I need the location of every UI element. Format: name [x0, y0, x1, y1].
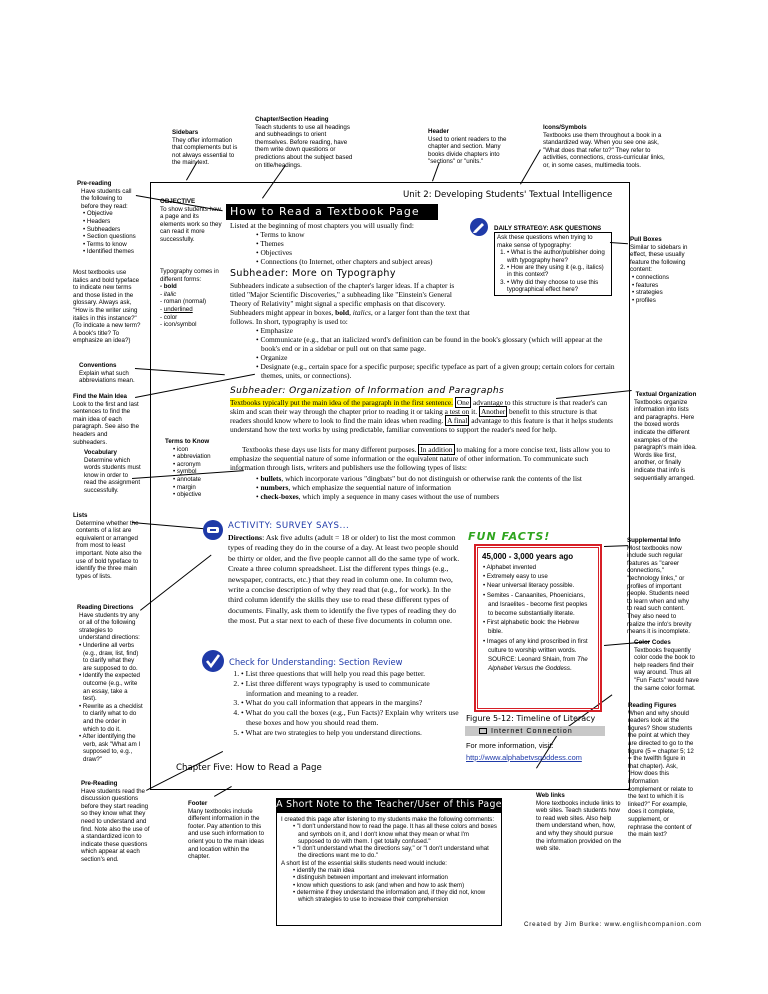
internet-text: For more information, visit:: [466, 741, 554, 750]
annotation-body: Textbooks use them throughout a book in a standardized way. When you see one ask, "What does that refer to?" They refer to activities, connections, cross-curricular links, or, in some cases, multimedia tools.: [543, 131, 665, 169]
typography-roman: - roman (normal): [160, 298, 207, 306]
list-item: • Section questions: [81, 233, 141, 241]
list-item: • abbreviation: [171, 453, 227, 461]
annotation-web-links: [536, 792, 622, 853]
check-list: [229, 669, 465, 738]
list-item: • Designate (e.g., certain space for a specific purpose; specific typeface as part of a given group; certain colors for certain themes, units, or connections).: [256, 362, 618, 380]
fun-facts-heading: 45,000 - 3,000 years ago: [482, 552, 574, 561]
intro-section: [230, 221, 466, 266]
page-title: How to Read a Textbook Page: [226, 204, 438, 220]
list-item: • features: [630, 282, 696, 290]
annotation-body: Have students read the discussion questions before they start reading so they know what they need to understand and find. Note also the use of a standardized icon to indicate these questions which appear at each section's end.: [81, 787, 150, 863]
list-item: • Near universal literacy possible.: [482, 581, 594, 590]
annotation-body: Many textbooks include different information in the footer. Pay attention to this and use such information to orient you to the main ideas and location within the chapter.: [188, 807, 265, 861]
typography-color: - color: [160, 313, 178, 321]
list-item: • know which questions to ask (and when and how to ask them): [293, 882, 497, 889]
list-item: • 1. What is the author/publisher doing with typography here?: [507, 249, 609, 264]
annotation-lists: [73, 512, 143, 580]
main-idea-highlight: Textbooks typically put the main idea of the paragraph in the first sentence.: [230, 398, 453, 407]
list-item: • determine if they understand the information and, if they did not, know which strategies to use to increase their comprehension: [293, 889, 497, 904]
list-item: • distinguish between important and irrelevant information: [293, 874, 497, 881]
list-item: • Headers: [81, 218, 141, 226]
list-item: • Subheaders: [81, 226, 141, 234]
list-item: • 2. List three different ways typography is used to communicate information and meaning to a reader.: [241, 679, 465, 699]
annotation-pre-reading: [77, 180, 141, 256]
annotation-title: Header: [428, 128, 449, 135]
list-item: • Rewrite as a checklist to clarify what to do and the order in which to do it.: [77, 703, 143, 733]
list-item: • Identify the expected outcome (e.g., write an essay, take a test).: [77, 672, 143, 702]
list-item: • Underline all verbs (e.g., draw, list, find) to clarify what they are supposed to do.: [77, 642, 143, 672]
short-note-box: [276, 812, 502, 926]
annotation-body: Explain what such abbreviations mean.: [79, 369, 135, 385]
annotation-most-textbooks: [73, 269, 143, 345]
annotation-body: Determine whether the contents of a list are equivalent or arranged from most to least important. Note also the use of bold typeface to identify the three main types of lists.: [76, 519, 142, 580]
list-item: • 1. List three questions that will help you read this page better.: [241, 669, 465, 679]
list-item: • Organize: [256, 353, 618, 362]
list-item: • connections: [630, 274, 696, 282]
annotation-title: Conventions: [79, 362, 117, 369]
list-item: • Themes: [256, 239, 466, 248]
list-item: • icon: [171, 446, 227, 454]
annotation-body: Typography comes in different forms:: [160, 268, 219, 283]
figure-caption: Figure 5-12: Timeline of Literacy: [466, 714, 596, 723]
typography-italic: - italic: [160, 290, 177, 298]
list-item: • numbers, which emphasize the sequential nature of information: [256, 483, 618, 492]
list-item: • Alphabet invented: [482, 563, 594, 572]
annotation-reading-directions: [77, 604, 143, 763]
typography-section: [230, 281, 470, 326]
credit: Created by Jim Burke: www.englishcompanion.com: [524, 921, 702, 928]
annotation-title: Pre-reading: [77, 180, 112, 187]
annotation-vocabulary: [84, 449, 142, 495]
annotation-title: Color Codes: [634, 639, 671, 646]
list-item: • "I don't understand how to read the page. It has all these colors and boxes and symbols on it, and I don't know what they mean or what I'm supposed to do with them. I get totally confused.": [293, 823, 497, 845]
annotation-body: Most textbooks use italics and bold typeface to indicate new terms and those listed in the glossary. Always ask, "How is the writer using italics in this instance?" (To indicate a new term? A book's title? To emphasize an idea?): [73, 269, 141, 345]
list-item: • identify the main idea: [293, 867, 497, 874]
chapter-footer: Chapter Five: How to Read a Page: [176, 763, 322, 773]
lists-paragraph: Textbooks these days use lists for many different purposes. In addition to making for a more concise text, lists allow you to emphasize the sequential nature of some information or the equivalent nature of other information. To communicate such information through lists, writers and publishers use the following types of lists:: [230, 445, 611, 472]
daily-strategy-title: DAILY STRATEGY: ASK QUESTIONS: [494, 225, 602, 232]
list-item: • acronym: [171, 461, 227, 469]
list-item: • After identifying the verb, ask "What am I supposed to, e.g., draw?": [77, 733, 143, 763]
annotation-title: Footer: [188, 800, 208, 807]
annotation-reading-figures: [628, 702, 694, 839]
boxed-word: One: [456, 398, 470, 407]
annotation-title: Pre-Reading: [81, 780, 118, 787]
internet-connection-bar: [465, 726, 605, 736]
subheader-typography: Subheader: More on Typography: [230, 268, 396, 279]
annotation-title: Terms to Know: [165, 438, 210, 445]
boxed-word: A final: [447, 416, 468, 425]
pencil-icon: [470, 218, 488, 236]
activity-body: Directions: Ask five adults (adult = 18 or older) to list the most common types of reading they do in the course of a day. At least two people should be thirty or older, and the five people cannot all do the same type of work. Create a three column spreadsheet. List the different types things (e.g., newspaper, contracts, etc.) that they read in column one. In column two, write a concise description of why they read that (e.g., for work). In the third column identify the skills they use to read these different types of documents. Finally, ask them to identify the five types of reading they do the most. Put a star next to each of these five documents in column one.: [228, 533, 460, 626]
list-item: • Communicate (e.g., that an italicized word's definition can be found in the book's glossary (which will appear at the book's end or in a sidebar or pull out on that same page.: [256, 335, 618, 353]
list-item: • Connections (to Internet, other chapters and subject areas): [256, 257, 466, 266]
check-title: Check for Understanding: Section Review: [229, 657, 403, 667]
annotation-main-idea: [73, 393, 143, 446]
daily-strategy: [494, 225, 612, 296]
annotation-body: Used to orient readers to the chapter and section. Many books divide chapters into "sections" or "units.": [428, 135, 507, 166]
annotation-footer: [188, 800, 272, 861]
list-item: • strategies: [630, 289, 696, 297]
annotation-body: They offer information that complements but is not always essential to the main text.: [172, 136, 238, 167]
annotation-body: Most textbooks now include such regular features as "career connections," "technology links," or profiles of important people. Students need to learn when and why to read such content. They also need to realize the info's brevity means it is incomplete.: [627, 544, 692, 636]
activity-icon: [203, 520, 223, 540]
annotation-title: Web links: [536, 792, 565, 799]
short-note-intro: I created this page after listening to my students make the following comments:: [281, 816, 495, 823]
annotation-body: When and why should readers look at the figures? Show students the point at which they are directed to go to the figure (5 = chapter 5; 12 = the twelfth figure in that chapter). Ask, "How does this information complement or relate to the text to which it is linked?" For example, does it complete, supplement, or rephrase the content of the main text?: [628, 709, 694, 839]
annotation-title: Vocabulary: [84, 449, 117, 456]
typography-underlined: - underlined: [160, 305, 193, 313]
list-item: • Identified themes: [81, 248, 141, 256]
list-item: • bullets, which incorporate various "dingbats" but do not distinguish or otherwise rank the contents of the list: [256, 474, 618, 483]
annotation-title: Lists: [73, 512, 88, 519]
boxed-word: In addition: [420, 445, 453, 454]
list-item: • Terms to know: [81, 241, 141, 249]
list-item: • symbol: [171, 468, 227, 476]
annotation-body: Determine which words students must know in order to read the assignment successfully.: [84, 456, 141, 494]
internet-connection-title: Internet Connection: [491, 726, 573, 735]
annotation-pre-reading-2: [81, 780, 151, 864]
annotation-title: Reading Directions: [77, 604, 134, 611]
short-note-list-intro: A short list of the essential skills students need would include:: [281, 859, 447, 867]
monitor-icon: [479, 728, 487, 734]
list-item: • profiles: [630, 297, 696, 305]
intro-text: Listed at the beginning of most chapters you will usually find:: [230, 221, 414, 230]
annotation-title: Chapter/Section Heading: [255, 116, 329, 123]
annotation-icons-symbols: [543, 124, 671, 170]
leader-line: [520, 149, 541, 184]
activity-title: ACTIVITY: SURVEY SAYS...: [228, 521, 350, 531]
typography-list: [230, 326, 618, 380]
list-item: • 4. What do you call the boxes (e.g., Fun Facts)? Explain why writers use these boxes and how you should read them.: [241, 708, 465, 728]
list-item: • Objective: [81, 210, 141, 218]
annotation-body: More textbooks include links to web sites. Teach students how to read web sites. Also help them understand when, how, and why they should pursue the information provided on the web site.: [536, 799, 622, 853]
list-item: • Images of any kind proscribed in first culture to worship written words.: [482, 637, 594, 655]
typography-bold: - bold: [160, 283, 177, 291]
annotation-body: Look to the first and last sentences to find the main idea of each paragraph. See also the headers and subheaders.: [73, 400, 140, 446]
list-item: • Semites - Canaanites, Phoenicians, and Israelites - become first peoples to become substantially literate.: [482, 591, 594, 619]
list-item: • margin: [171, 484, 227, 492]
list-item: • 5. What are two strategies to help you understand directions.: [241, 728, 465, 738]
boxed-word: Another: [480, 407, 506, 416]
fun-facts-source: SOURCE: Leonard Shlain, from The Alphabet Versus the Goddess.: [488, 656, 588, 673]
list-item: • 2. How are they using it (e.g., italics) in this context?: [507, 264, 609, 279]
annotation-title: Textual Organization: [635, 391, 697, 398]
annotation-sidebars: [172, 129, 244, 167]
list-item: • 3. Why did they choose to use this typographical effect here?: [507, 279, 609, 294]
subheader-organization: Subheader: Organization of Information and Paragraphs: [230, 386, 505, 396]
annotation-title: Sidebars: [172, 129, 199, 136]
annotation-conventions: [79, 362, 141, 385]
list-types: [230, 474, 618, 501]
annotation-title: Pull Boxes: [630, 236, 662, 243]
annotation-color-codes: [634, 639, 700, 692]
annotation-body: Teach students to use all headings and subheadings to orient themselves. Before reading, have them write down questions or predictions about the subject based on title/headings.: [255, 123, 353, 169]
annotation-chapter-heading: [255, 116, 359, 169]
short-note-title: A Short Note to the Teacher/User of this Page: [276, 799, 502, 810]
checkmark-icon: [202, 650, 224, 672]
annotation-body: Textbooks frequently color code the book to help readers find their way around. Thus all "Fun Facts" would have the same color format.: [634, 646, 699, 692]
annotation-pull-boxes: [630, 236, 696, 304]
annotation-title: Supplemental Info: [627, 537, 681, 544]
annotation-textual-org: [634, 391, 698, 482]
annotation-title: OBJECTIVE: [160, 198, 196, 205]
annotation-body: Textbooks organize information into lists and paragraphs. Here the boxed words indicate the different examples of the paragraph's main idea. Words like first, another, or finally indicate that info is sequentially arranged.: [634, 398, 697, 482]
annotation-title: Find the Main Idea: [73, 393, 127, 400]
annotation-supplemental: [627, 537, 693, 636]
list-item: • check-boxes, which imply a sequence in many cases without the use of numbers: [256, 492, 618, 501]
typography-paragraph: Subheaders indicate a subsection of the chapter's larger ideas. If a chapter is titled "Major Scientific Discoveries," a subheading like "Einstein's General Theory of Relativity" might signal a specific emphasis on that discovery. Subheaders might appear in boxes, bold, italics, or a larger font than the text that follows. In short, typography is used to:: [230, 281, 470, 326]
list-item: • Terms to know: [256, 230, 466, 239]
list-item: • First alphabetic book: the Hebrew bible.: [482, 618, 594, 636]
typography-icon: - icon/symbol: [160, 321, 197, 329]
list-item: • "I don't understand what the directions say," or "I don't understand what the directions want me to do.": [293, 845, 497, 860]
list-item: • objective: [171, 491, 227, 499]
daily-strategy-box: [494, 232, 612, 295]
organization-paragraph: Textbooks typically put the main idea of the paragraph in the first sentence. One advantage to this structure is that reader's can skim and scan their way through the chapter prior to reading it or taking a test on it. Another benefit to this structure is that readers should know where to look to find the main ideas when reading. A final advantage to this feature is that it helps students understand how the text works by using predictable, familiar conventions to support the reader's need for help.: [230, 398, 613, 434]
list-item: • Emphasize: [256, 326, 618, 335]
list-item: • Extremely easy to use: [482, 572, 594, 581]
fun-facts-title: FUN FACTS!: [468, 530, 551, 543]
annotation-body: Have students try any or all of the following strategies to understand directions:: [79, 611, 140, 642]
annotation-title: Reading Figures: [628, 702, 677, 709]
annotation-body: Have students call the following to before they read:: [81, 187, 132, 210]
annotation-body: To show students how a page and its elements work so they can read it more successfully.: [160, 205, 222, 243]
annotation-body: Similar to sidebars in effect, these usually feature the following content:: [630, 243, 688, 274]
daily-strategy-intro: Ask these questions when trying to make sense of typography:: [497, 234, 593, 249]
annotation-title: Icons/Symbols: [543, 124, 587, 131]
internet-link[interactable]: http://www.alphabetvsgoddess.com: [466, 753, 582, 762]
annotation-header: [428, 128, 514, 166]
list-item: • 3. What do you call information that appears in the margins?: [241, 698, 465, 708]
list-item: • annotate: [171, 476, 227, 484]
unit-header: Unit 2: Developing Students' Textual Intelligence: [403, 190, 613, 200]
fun-facts-box: [474, 544, 602, 712]
list-item: • Objectives: [256, 248, 466, 257]
